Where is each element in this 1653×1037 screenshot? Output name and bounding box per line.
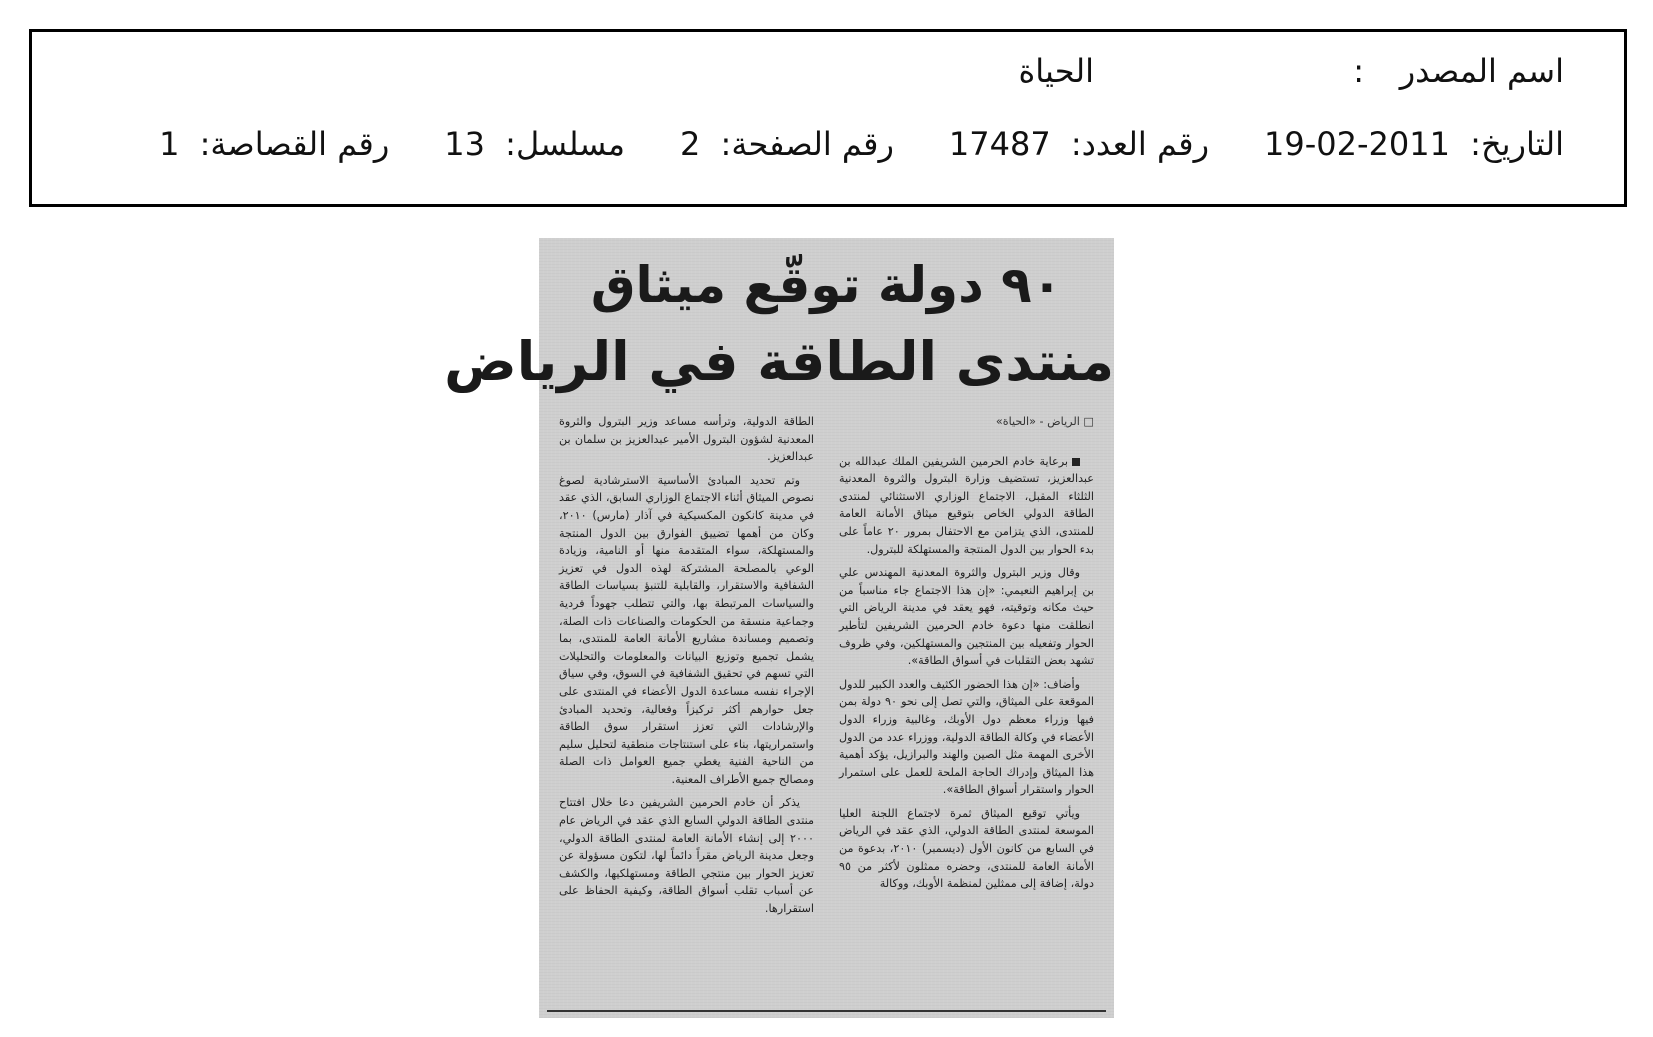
- issue-value: 17487: [948, 125, 1051, 163]
- page-field: [680, 125, 894, 163]
- clip-number-value: 1: [159, 125, 180, 163]
- serial-value: 13: [444, 125, 485, 163]
- article-dateline: □ الرياض - «الحياة»: [995, 415, 1094, 428]
- serial-label: مسلسل:: [505, 125, 625, 163]
- clipping-metadata-box: [29, 29, 1627, 207]
- paragraph: وأضاف: «إن هذا الحضور الكثيف والعدد الكبير للدول الموقعة على الميثاق، والتي تصل إلى نحو ٩٠ دولة بمن فيها وزراء معظم دول الأوبك، وغالبية وزراء الدول الأعضاء في وكالة الطاقة الدولية، ووزراء عدد من الدول الأخرى المهمة مثل الصين والهند والبرازيل، يؤكد أهمية هذا الميثاق وإدراك الحاجة الملحة للعمل على استمرار الحوار واستقرار أسواق الطاقة».: [839, 677, 1094, 797]
- bullet-square-icon: [1072, 458, 1080, 466]
- paragraph: وقال وزير البترول والثروة المعدنية المهندس علي بن إبراهيم النعيمي: «إن هذا الاجتماع جاء مناسباً من حيث مكانه وتوقيته، فهو يعقد في مدينة الرياض التي انطلقت منها دعوة خادم الحرمين الشريفين لتأطير الحوار وتفعيله بين المنتجين والمستهلكين، وفي ظروف تشهد بعض التقلبات في أسواق الطاقة».: [839, 566, 1094, 668]
- paragraph: يذكر أن خادم الحرمين الشريفين دعا خلال افتتاح منتدى الطاقة الدولي السابع الذي عقد في الرياض عام ٢٠٠٠ إلى إنشاء الأمانة العامة لمنتدى الطاقة الدولي، وجعل مدينة الرياض مقراً دائماً لها، لتكون مسؤولة عن تعزيز الحوار بين منتجي الطاقة ومستهلكيها، والكشف عن أسباب تقلب أسواق الطاقة، وكيفية الحفاظ على استقرارها.: [559, 796, 814, 916]
- paragraph: الطاقة الدولية، وترأسه مساعد وزير البترول والثروة المعدنية لشؤون البترول الأمير عبدالعزيز بن سلمان بن عبدالعزيز.: [559, 415, 814, 464]
- paragraph: [839, 453, 1094, 559]
- page-label: رقم الصفحة:: [720, 125, 894, 163]
- source-label: اسم المصدر: [1399, 52, 1564, 90]
- paragraph: ويأتي توقيع الميثاق ثمرة لاجتماع اللجنة العليا الموسعة لمنتدى الطاقة الدولي، الذي عقد في الرياض في السابع من كانون الأول (ديسمبر) ٢٠١٠، بدعوة من الأمانة العامة للمنتدى، وحضره ممثلون لأكثر من ٩٥ دولة، إضافة إلى ممثلين لمنظمة الأوبك، ووكالة: [839, 806, 1094, 891]
- serial-field: [444, 125, 625, 163]
- article-column-right: [839, 413, 1094, 1003]
- clipping-bottom-rule: [547, 1010, 1106, 1012]
- clip-number-label: رقم القصاصة:: [199, 125, 390, 163]
- source-row: [1019, 52, 1564, 90]
- headline-line-1: ٩٠ دولة توقّع ميثاق: [590, 256, 1063, 314]
- page-value: 2: [680, 125, 701, 163]
- source-value: الحياة: [1018, 52, 1094, 90]
- headline-line-2: منتدى الطاقة في الرياض: [444, 330, 1114, 393]
- issue-field: [949, 125, 1209, 163]
- paragraph-text: برعاية خادم الحرمين الشريفين الملك عبدالله بن عبدالعزيز، تستضيف وزارة البترول والثروة المعدنية الثلثاء المقبل، الاجتماع الوزاري الاستثنائي لمنتدى الطاقة الدولي الخاص بتوقيع ميثاق الأمانة العامة للمنتدى، الذي يتزامن مع الاحتفال بمرور ٢٠ عاماً على بدء الحوار بين الدول المنتجة والمستهلكة للبترول.: [839, 454, 1094, 556]
- article-column-left: [559, 413, 814, 1003]
- source-colon: :: [1353, 52, 1364, 90]
- date-label: التاريخ:: [1470, 125, 1564, 163]
- date-field: [1264, 125, 1564, 163]
- paragraph: وتم تحديد المبادئ الأساسية الاسترشادية لصوغ نصوص الميثاق أثناء الاجتماع الوزاري السابق، الذي عقد في مدينة كانكون المكسيكية في آذار (مارس) ٢٠١٠، وكان من أهمها تضييق الفوارق بين الدول المنتجة والمستهلكة، سواء المتقدمة منها أو النامية، وزيادة الوعي بالمصلحة المشتركة لهذه الدول في تعزيز الشفافية والاستقرار، والقابلية للتنبؤ بسياسات الطاقة والسياسات المرتبطة بها، والتي تتطلب جهوداً فردية وجماعية منسقة من الحكومات والصناعات ذات الصلة، وتصميم ومساندة مشاريع الأمانة العامة للمنتدى، بما يشمل تجميع وتوزيع البيانات والمعلومات والتحليلات التي تسهم في تحقيق الشفافية في السوق، وفي سياق الإجراء نفسه مساعدة الدول الأعضاء في المنتدى على جعل حوارهم أكثر تركيزاً وفعالية، وتحديد المبادئ والإرشادات التي تعزز استقرار سوق الطاقة واستمراريتها، بناء على استنتاجات منطقية لتحليل سليم من الناحية الفنية يغطي جميع العوامل ذات الصلة ومصالح جميع الأطراف المعنية.: [559, 473, 814, 786]
- clip-number-field: [159, 125, 389, 163]
- issue-label: رقم العدد:: [1070, 125, 1210, 163]
- newspaper-clipping: [444, 238, 1114, 1018]
- metadata-row: [159, 125, 1564, 163]
- date-value: 2011-02-19: [1264, 125, 1450, 163]
